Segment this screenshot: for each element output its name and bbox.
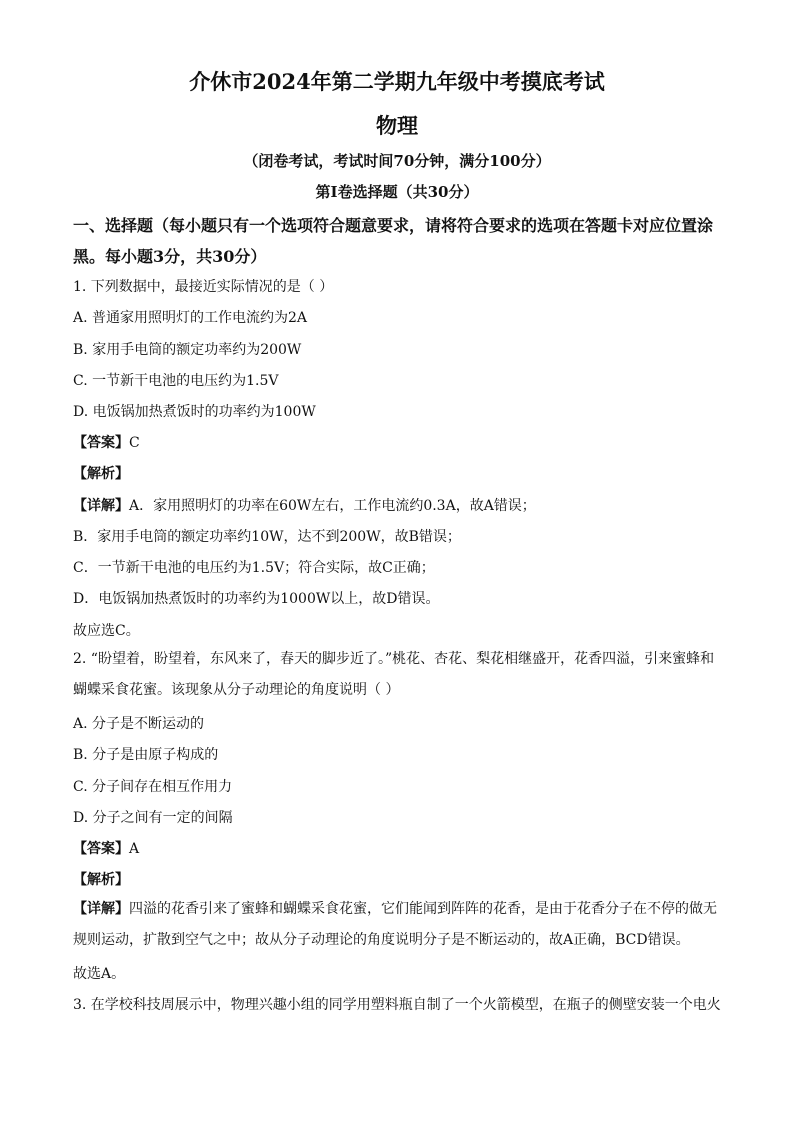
q1-conclusion: 故应选C。 — [73, 623, 140, 639]
q2-option-d: D. 分子之间有一定的间隔 — [73, 810, 233, 826]
q3-stem: 3. 在学校科技周展示中，物理兴趣小组的同学用塑料瓶自制了一个火箭模型，在瓶子的侧壁安装一个电火 — [73, 997, 721, 1013]
exam-note: （闭卷考试，考试时间70分钟，满分100分） — [243, 152, 551, 170]
q1-detail-a-text: A．家用照明灯的功率在60W左右，工作电流约0.3A，故A错误； — [129, 498, 536, 514]
q1-answer-value: C — [129, 435, 140, 451]
q2-answer-value: A — [129, 841, 140, 857]
q2-conclusion: 故选A。 — [73, 966, 126, 982]
q1-answer-tag: 【答案】 — [73, 435, 129, 451]
q2-option-b: B. 分子是由原子构成的 — [73, 747, 219, 763]
q1-detail-tag: 【详解】 — [73, 498, 129, 514]
q1-analysis-label: 【解析】 — [73, 466, 129, 482]
q2-analysis-tag — [73, 869, 725, 889]
q1-detail-a — [73, 495, 725, 515]
q1-option-b: B. 家用手电筒的额定功率约为200W — [73, 342, 302, 358]
q1-option-d: D. 电饭锅加热煮饭时的功率约为100W — [73, 404, 316, 420]
exam-subject: 物理 — [376, 113, 418, 138]
q1-detail-d: D．电饭锅加热煮饭时的功率约为1000W以上，故D错误。 — [73, 591, 440, 607]
exam-title: 介休市2024年第二学期九年级中考摸底考试 — [189, 69, 605, 94]
q1-option-a: A. 普通家用照明灯的工作电流约为2A — [73, 310, 308, 326]
q2-answer-tag: 【答案】 — [73, 841, 129, 857]
q1-detail-c: C．一节新干电池的电压约为1.5V；符合实际，故C正确； — [73, 560, 435, 576]
q2-detail-text: 四溢的花香引来了蜜蜂和蝴蝶采食花蜜，它们能闻到阵阵的花香，是由于花香分子在不停的做无规则运动，扩散到空气之中；故从分子动理论的角度说明分子是不断运动的，故A正确，BCD错误。 — [73, 901, 717, 948]
q1-option-c: C. 一节新干电池的电压约为1.5V — [73, 373, 279, 389]
q2-option-c: C. 分子间存在相互作用力 — [73, 779, 233, 795]
q2-option-a: A. 分子是不断运动的 — [73, 716, 205, 732]
q2-analysis-label: 【解析】 — [73, 872, 129, 888]
q2-detail — [73, 894, 725, 956]
q2-detail-tag: 【详解】 — [73, 901, 129, 917]
q1-answer — [73, 432, 725, 452]
q1-detail-b: B．家用手电筒的额定功率约10W，达不到200W，故B错误； — [73, 529, 461, 545]
q1-analysis-tag — [73, 463, 725, 483]
q2-answer — [73, 838, 725, 858]
q1-stem: 1. 下列数据中，最接近实际情况的是（ ） — [73, 279, 334, 295]
exam-part: 第Ⅰ卷选择题（共30分） — [315, 183, 479, 201]
section-heading: 一、选择题（每小题只有一个选项符合题意要求，请将符合要求的选项在答题卡对应位置涂黑。每小题3分，共30分） — [73, 216, 714, 266]
q2-stem: 2. “盼望着，盼望着，东风来了，春天的脚步近了。”桃花、杏花、梨花相继盛开，花香四溢，引来蜜蜂和蝴蝶采食花蜜。该现象从分子动理论的角度说明（ ） — [73, 651, 715, 698]
